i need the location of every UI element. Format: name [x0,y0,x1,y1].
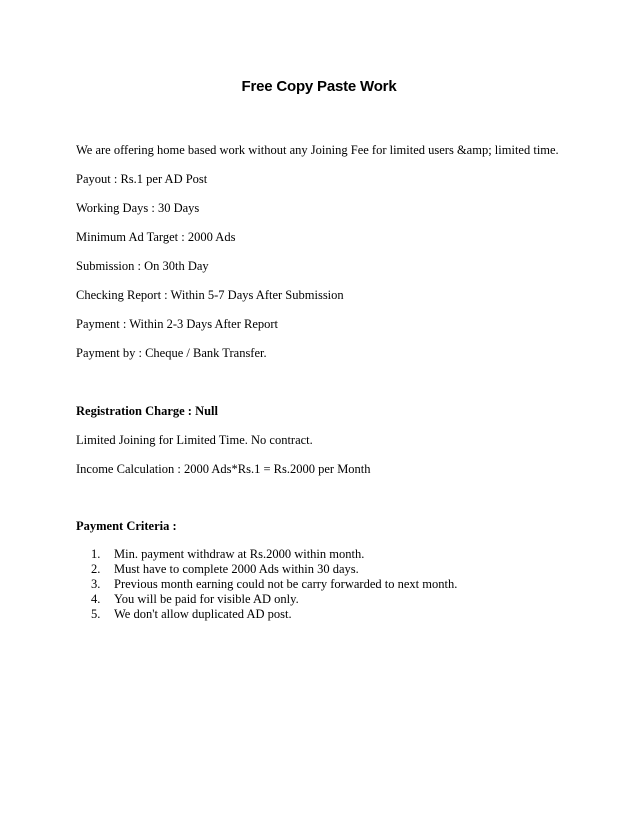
limited-joining-text: Limited Joining for Limited Time. No contract. [76,433,313,447]
payment-criteria-heading: Payment Criteria : [76,519,177,533]
list-item-text: Must have to complete 2000 Ads within 30 days. [114,562,359,576]
list-item [76,607,457,622]
list-item-number: 4. [91,592,101,606]
income-calculation-text: Income Calculation : 2000 Ads*Rs.1 = Rs.2000 per Month [76,462,371,476]
list-item-number: 2. [91,562,101,576]
list-item [76,577,457,592]
detail-payout: Payout : Rs.1 per AD Post [76,172,208,186]
document-title: Free Copy Paste Work [241,78,397,95]
list-item [76,592,457,607]
intro-text: We are offering home based work without any Joining Fee for limited users &amp; limited time. [76,143,559,157]
list-item-text: Previous month earning could not be carry forwarded to next month. [114,577,458,591]
list-item-text: We don't allow duplicated AD post. [114,607,292,621]
detail-payment: Payment : Within 2-3 Days After Report [76,317,279,331]
list-item [76,562,457,577]
detail-minimum-ad-target: Minimum Ad Target : 2000 Ads [76,230,236,244]
payment-criteria-list [76,547,457,622]
list-item-number: 5. [91,607,101,621]
detail-payment-by: Payment by : Cheque / Bank Transfer. [76,346,267,360]
detail-working-days: Working Days : 30 Days [76,201,200,215]
list-item-text: You will be paid for visible AD only. [114,592,299,606]
list-item-number: 1. [91,547,101,561]
detail-checking-report: Checking Report : Within 5-7 Days After Submission [76,288,344,302]
registration-heading: Registration Charge : Null [76,404,218,418]
detail-submission: Submission : On 30th Day [76,259,209,273]
list-item [76,547,457,562]
list-item-number: 3. [91,577,101,591]
list-item-text: Min. payment withdraw at Rs.2000 within month. [114,547,365,561]
